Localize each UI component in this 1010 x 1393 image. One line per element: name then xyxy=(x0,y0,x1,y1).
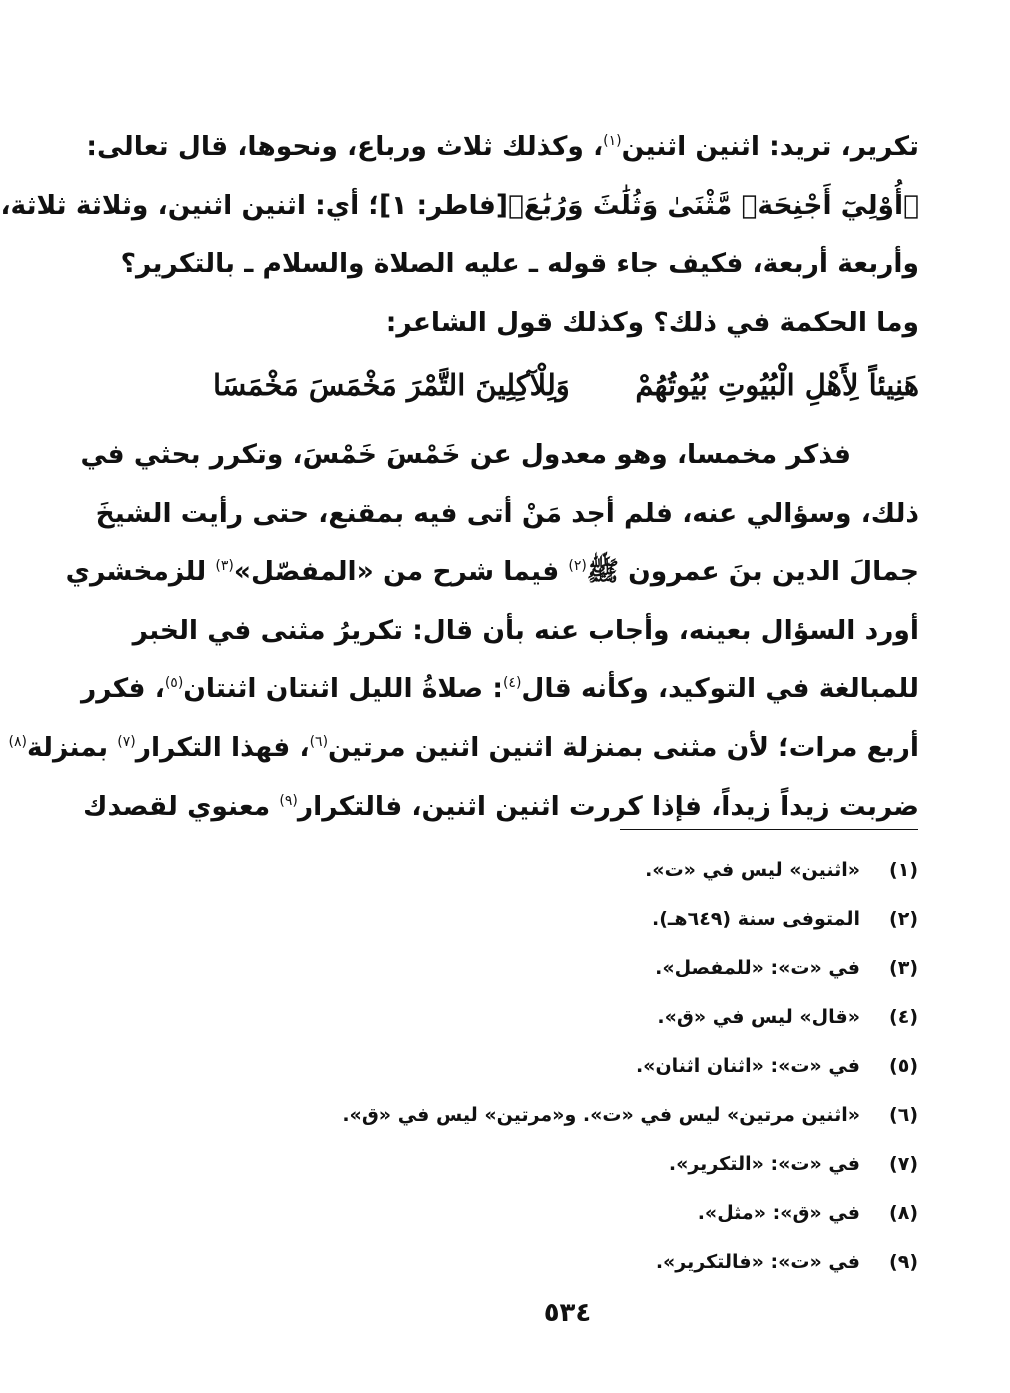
footnote-text: في «ت»: «اثنان اثنان». xyxy=(635,1055,860,1077)
footnote-item xyxy=(218,1090,918,1139)
text-line: أورد السؤال بعينه، وأجاب عنه بأن قال: تكريرُ مثنى في الخبر xyxy=(132,614,919,646)
footnote-item xyxy=(218,1042,918,1091)
footnotes-list xyxy=(218,846,918,1286)
footnote-text: المتوفى سنة (٦٤٩هـ). xyxy=(652,908,860,931)
footnote-ref[interactable]: (٩) xyxy=(279,792,298,809)
footnote-ref[interactable]: (٨) xyxy=(8,734,27,751)
main-text xyxy=(0,118,919,352)
footnote-number: (٦) xyxy=(889,1103,918,1126)
text-line: وما الحكمة في ذلك؟ وكذلك قول الشاعر: xyxy=(385,306,919,338)
footnote-item xyxy=(218,944,918,993)
footnote-text: في «ت»: «للمفصل». xyxy=(655,957,860,980)
footnote-text: «اثنين مرتين» ليس في «ت». و«مرتين» ليس في «ق». xyxy=(342,1103,860,1126)
poetry-verse xyxy=(213,368,919,418)
footnote-item xyxy=(218,846,918,895)
text-line: للمبالغة في التوكيد، وكأنه قال$^{(٤)}$: صلاةُ الليل اثنتان اثنتان$^{(٥)}$، فكرر xyxy=(81,673,919,705)
page-number: ٥٣٤ xyxy=(543,1298,592,1328)
footnote-number: (٢) xyxy=(889,908,918,931)
text-line: ﴿أُوْلِيٓ أَجْنِحَةٖ مَّثْنَىٰ وَثُلَٰثَ وَرُبَٰعَ﴾[فاطر: ١]؛ أي: اثنين اثنين، وثلاثة ثلاثة، xyxy=(0,189,919,221)
footnote-ref[interactable]: (٣) xyxy=(215,558,234,575)
footnote-ref[interactable]: (٥) xyxy=(164,675,184,692)
footnote-number: (٨) xyxy=(889,1201,918,1224)
text-line: جمالَ الدين بنَ عمرون ﷺ$^{(٢)}$ فيما شرح من «المفصّل»$^{(٣)}$ للزمخشري xyxy=(65,556,919,588)
footnote-item xyxy=(218,895,918,944)
text-line: فذكر مخمسا، وهو معدول عن خَمْسَ خَمْسَ، وتكرر بحثي في xyxy=(80,439,851,470)
footnote-item xyxy=(218,993,918,1042)
footnote-number: (٧) xyxy=(889,1152,918,1175)
footnote-item xyxy=(218,1139,918,1188)
footnote-number: (٩) xyxy=(889,1250,918,1273)
footnote-ref[interactable]: (٢) xyxy=(568,558,587,575)
footnote-text: في «ق»: «مثل». xyxy=(697,1201,860,1224)
text-line: وأربعة أربعة، فكيف جاء قوله ـ عليه الصلاة والسلام ـ بالتكرير؟ xyxy=(120,248,919,280)
verse-first-hemistich: هَنِيئاً لِأَهْلِ الْبُيُوتِ بُيُوتُهُمْ xyxy=(635,368,919,402)
text-line: تكرير، تريد: اثنين اثنين$^{(١)}$، وكذلك ثلاث ورباع، ونحوها، قال تعالى: xyxy=(86,131,919,162)
footnote-text: «اثنين» ليس في «ت». xyxy=(645,859,860,882)
footnote-number: (٣) xyxy=(889,957,918,980)
footnote-divider xyxy=(620,829,918,830)
footnote-text: في «ت»: «التكرير». xyxy=(668,1152,860,1175)
paragraph xyxy=(8,426,919,836)
footnote-number: (٤) xyxy=(889,1006,918,1029)
footnote-ref[interactable]: (١) xyxy=(603,133,622,150)
footnote-item xyxy=(218,1188,918,1237)
footnote-text: في «ت»: «فالتكرير». xyxy=(655,1250,860,1273)
footnote-number: (٥) xyxy=(889,1055,918,1077)
text-line: أربع مرات؛ لأن مثنى بمنزلة اثنين اثنين مرتين$^{(٦)}$، فهذا التكرار$^{(٧)}$ بمنزلة$^{(٨)}$ xyxy=(8,731,919,763)
footnote-number: (١) xyxy=(889,859,918,882)
verse-second-hemistich: وَلِلْآكِلِينَ التَّمْرَ مَخْمَسَ مَخْمَسَا xyxy=(213,368,570,402)
footnote-ref[interactable]: (٦) xyxy=(309,734,329,751)
footnote-item xyxy=(218,1237,918,1286)
footnote-ref[interactable]: (٧) xyxy=(117,734,136,751)
footnote-text: «قال» ليس في «ق». xyxy=(657,1006,860,1029)
footnote-ref[interactable]: (٤) xyxy=(502,675,522,692)
text-line: ضربت زيداً زيداً، فإذا كررت اثنين اثنين، فالتكرار$^{(٩)}$ معنوي لقصدك xyxy=(83,790,919,822)
text-line: ذلك، وسؤالي عنه، فلم أجد مَنْ أتى فيه بمقنع، حتى رأيت الشيخَ xyxy=(95,497,919,529)
